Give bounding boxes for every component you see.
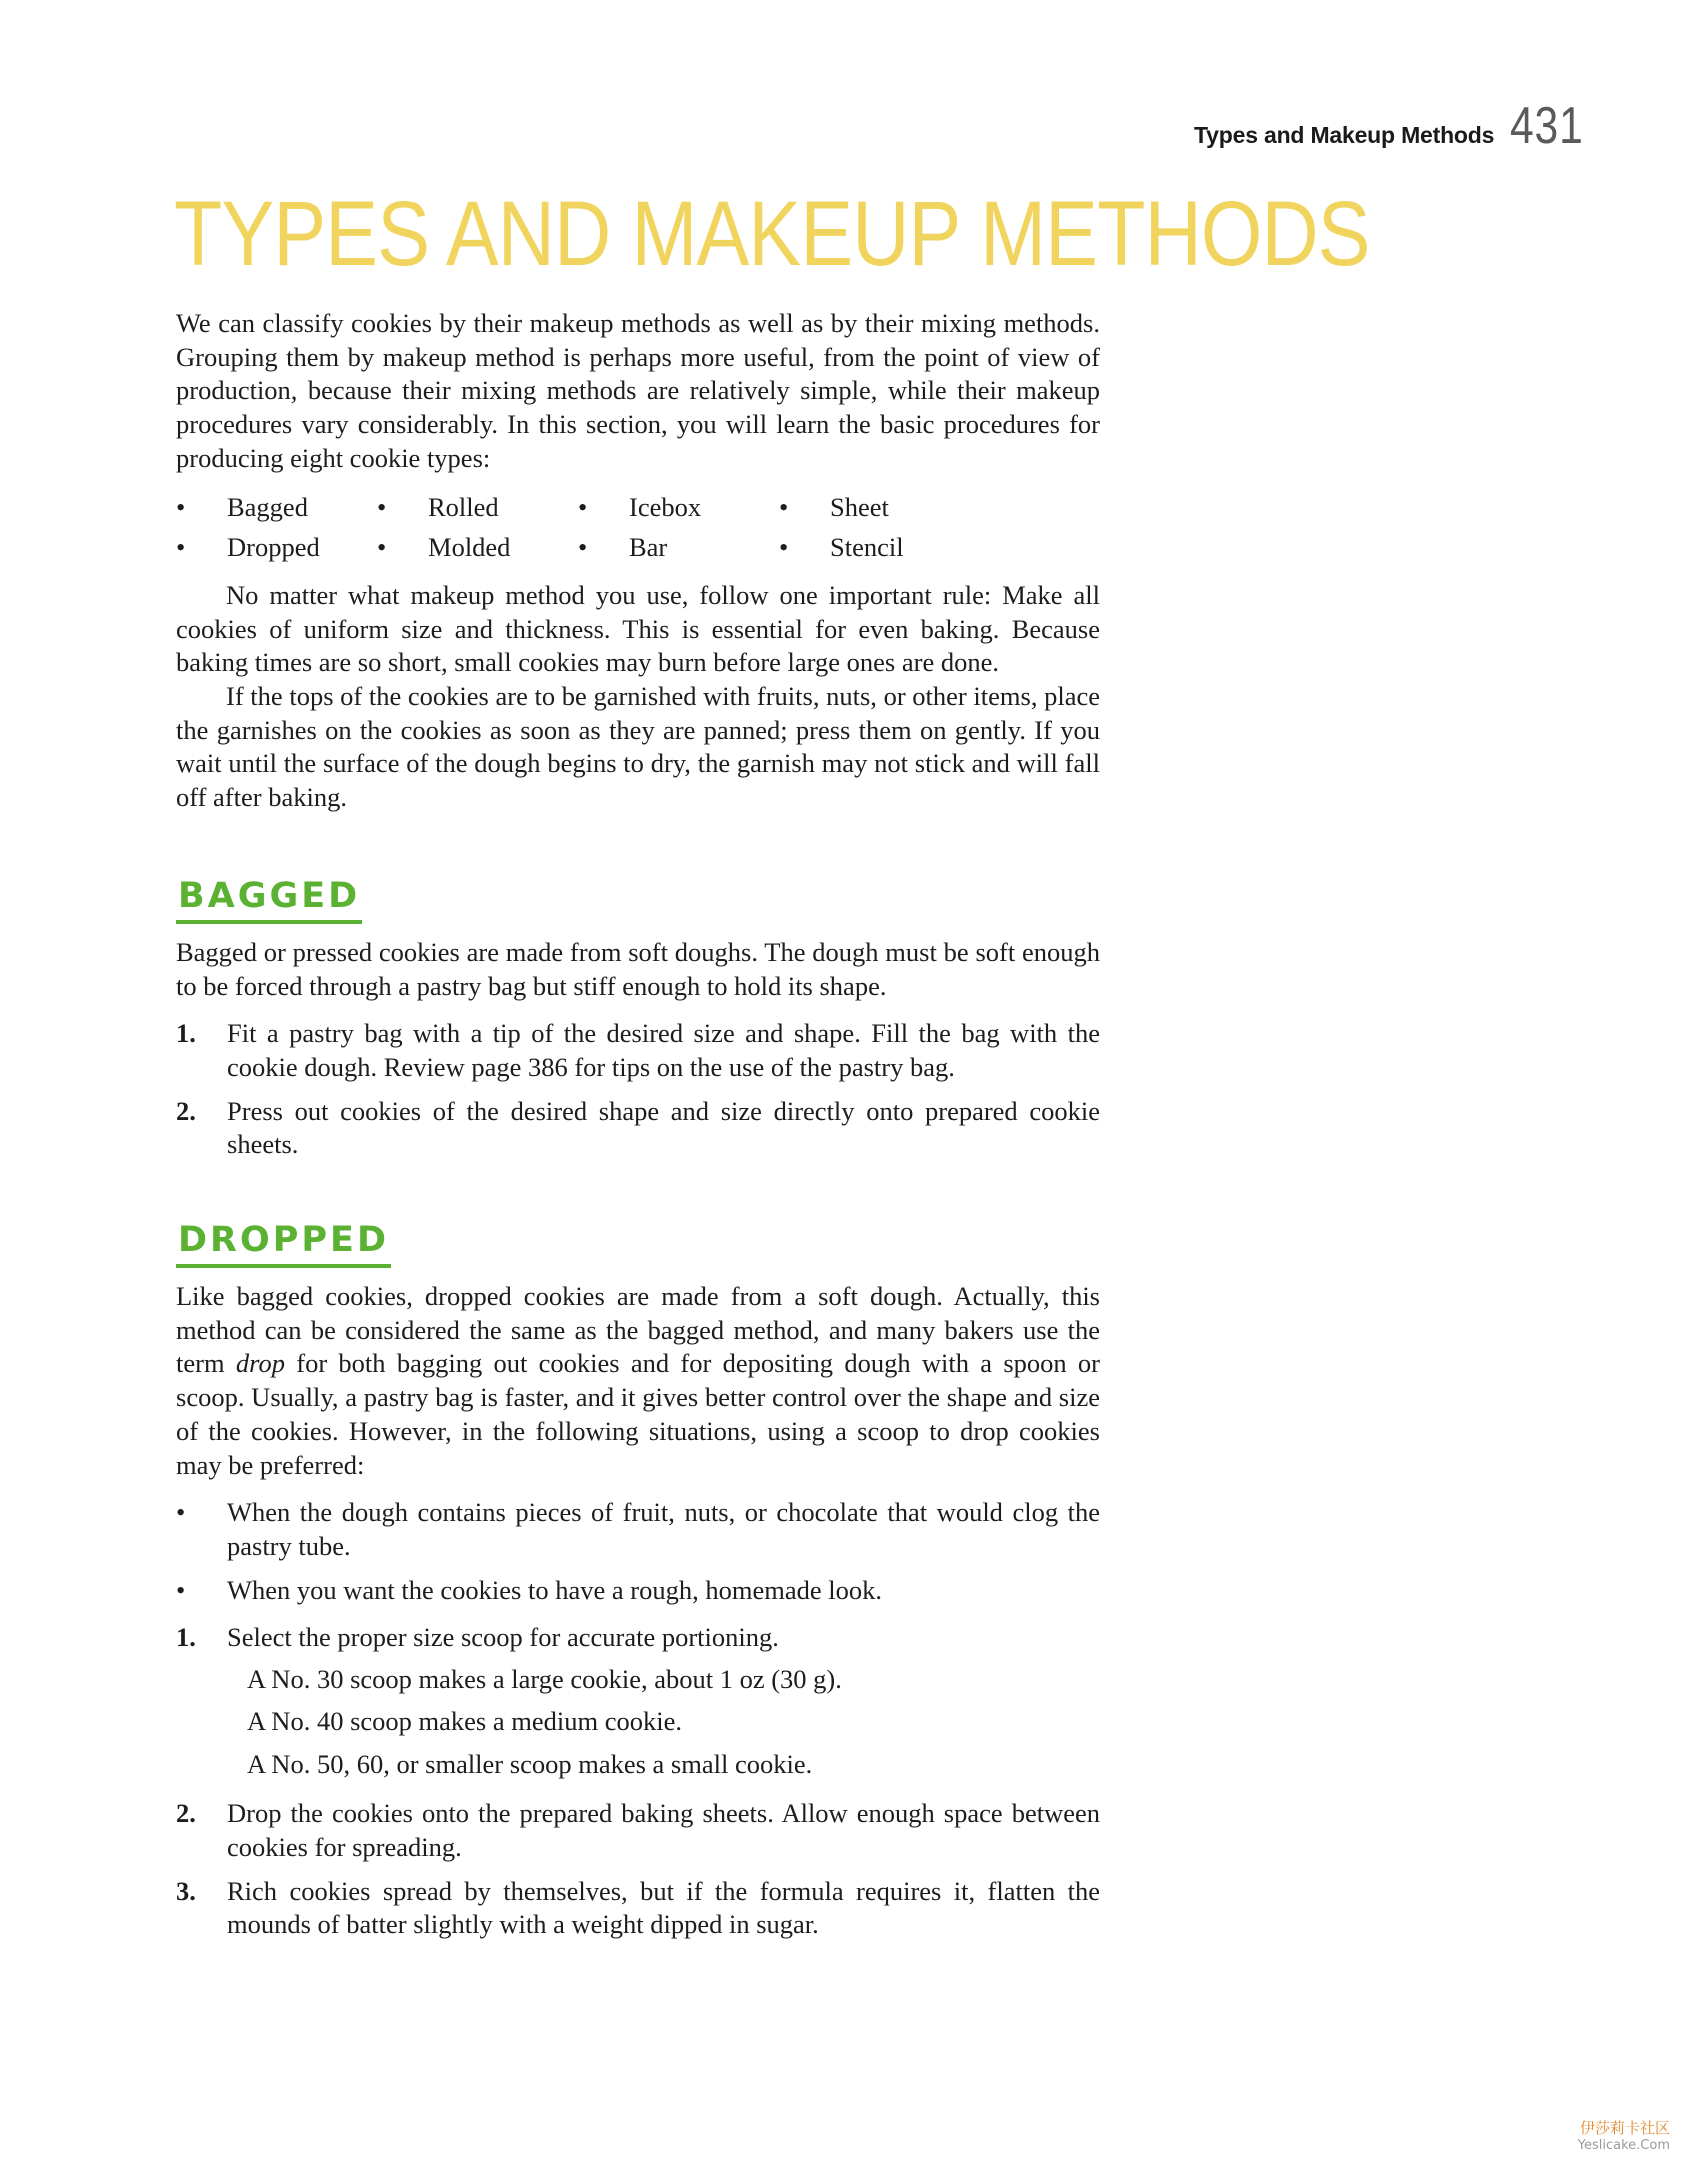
cookie-type-item: • Icebox: [578, 491, 702, 522]
dropped-steps: [176, 1621, 1100, 1655]
bagged-intro: Bagged or pressed cookies are made from soft doughs. The dough must be soft enough to be forced through a pastry bag but stiff enough to hold its shape.: [176, 936, 1100, 1001]
running-head: [1194, 96, 1600, 156]
watermark-url: Yeslicake.Com: [1577, 2138, 1670, 2153]
dropped-intro: Like bagged cookies, dropped cookies are made from a soft dough. Actually, this method can be considered the same as the bagged method, and many bakers use the term drop for both bagging out cookies and for depositing dough with a spoon or scoop. Usually, a pastry bag is faster, and it gives better control over the shape and size of the cookies. However, in the following situations, using a scoop to drop cookies may be preferred:: [176, 1281, 1100, 1480]
scoop-size-item: A No. 40 scoop makes a medium cookie.: [247, 1706, 682, 1737]
cookie-type-item: • Sheet: [779, 491, 889, 522]
dropped-bullets: [176, 1496, 1100, 1607]
cookie-type-item: • Dropped: [176, 532, 320, 563]
bagged-steps: [176, 1017, 1100, 1162]
list-item: • When the dough contains pieces of fruit, nuts, or chocolate that would clog the pastry tube.: [176, 1497, 1100, 1561]
cookie-type-item: • Stencil: [779, 532, 904, 563]
main-column: [176, 307, 1100, 1942]
section-heading-bagged: BAGGED: [176, 876, 362, 924]
scoop-size-item: A No. 30 scoop makes a large cookie, about 1 oz (30 g).: [247, 1664, 842, 1695]
cookie-type-item: • Bagged: [176, 491, 308, 522]
cookie-type-item: • Bar: [578, 532, 668, 563]
intro-paragraph: We can classify cookies by their makeup methods as well as by their mixing methods. Grouping them by makeup method is perhaps more useful, from the point of view of production, because their mixing methods are relatively simple, while their makeup procedures vary considerably. In this section, you will learn the basic procedures for producing eight cookie types:: [176, 308, 1100, 473]
cookie-types-list: [176, 491, 1100, 565]
list-item: 1. Fit a pastry bag with a tip of the desired size and shape. Fill the bag with the cookie dough. Review page 386 for tips on the use of the pastry bag.: [176, 1018, 1100, 1082]
scoop-sizes: [176, 1663, 1100, 1781]
list-item: • When you want the cookies to have a rough, homemade look.: [176, 1574, 882, 1605]
watermark: [1578, 2119, 1670, 2155]
dropped-steps-continued: [176, 1797, 1100, 1942]
list-item: 2. Press out cookies of the desired shape and size directly onto prepared cookie sheets.: [176, 1095, 1100, 1160]
section-heading-dropped: DROPPED: [176, 1220, 391, 1268]
page-number: 431: [1510, 97, 1584, 155]
cookie-type-item: • Molded: [377, 532, 511, 563]
garnish-paragraph: If the tops of the cookies are to be garnished with fruits, nuts, or other items, place the garnishes on the cookies as soon as they are panned; press them on gently. If you wait until the surface of the dough begins to dry, the garnish may not stick and will fall off after baking.: [176, 681, 1100, 813]
list-item: 3. Rich cookies spread by themselves, but if the formula requires it, flatten the mounds of batter slightly with a weight dipped in sugar.: [176, 1875, 1100, 1940]
scoop-size-item: A No. 50, 60, or smaller scoop makes a small cookie.: [247, 1748, 813, 1779]
cookie-type-item: • Rolled: [377, 491, 499, 522]
list-item: 2. Drop the cookies onto the prepared baking sheets. Allow enough space between cookies for spreading.: [176, 1798, 1100, 1862]
running-head-title: Types and Makeup Methods: [1194, 122, 1495, 148]
uniform-size-paragraph: No matter what makeup method you use, follow one important rule: Make all cookies of uniform size and thickness. This is essential for even baking. Because baking times are so short, small cookies may burn before large ones are done.: [176, 579, 1100, 678]
list-item: 1. Select the proper size scoop for accurate portioning.: [176, 1622, 779, 1653]
watermark-text: 伊莎莉卡社区: [1579, 2119, 1670, 2137]
page-title: TYPES AND MAKEUP METHODS: [174, 183, 1370, 285]
